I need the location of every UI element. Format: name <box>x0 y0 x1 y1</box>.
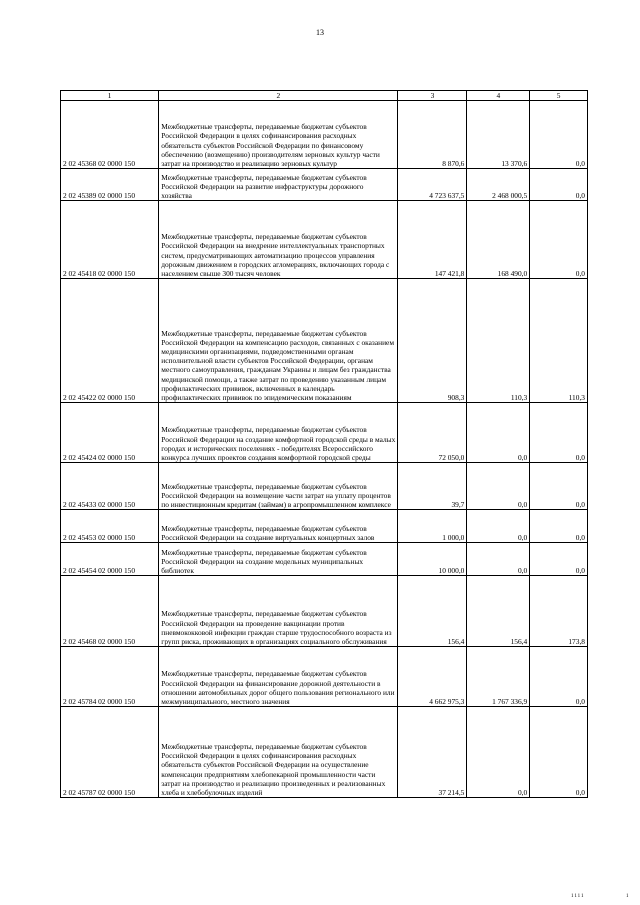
value-col-4: 0,0 <box>467 510 530 543</box>
value-col-5: 0,0 <box>530 543 588 576</box>
value-col-3: 37 214,5 <box>398 707 467 798</box>
table-row <box>61 463 588 510</box>
transfer-description: Межбюджетные трансферты, передаваемые бюджетам субъектов Российской Федерации на создание комфортной городской среды в малых городах и исторических поселениях - победителях Всероссийского конкурса лучших проектов создания комфортной городской среды <box>159 403 398 463</box>
transfer-description: Межбюджетные трансферты, передаваемые бюджетам субъектов Российской Федерации на возмещение части затрат на уплату процентов по инвестиционным кредитам (займам) в агропромышленном комплексе <box>159 463 398 510</box>
header-col-2: 2 <box>159 91 398 101</box>
value-col-5: 0,0 <box>530 101 588 169</box>
budget-code: 2 02 45454 02 0000 150 <box>61 543 159 576</box>
transfer-description: Межбюджетные трансферты, передаваемые бюджетам субъектов Российской Федерации на внедрение интеллектуальных транспортных систем, предусматривающих автоматизацию процессов управления дорожным движением в городских агломерациях, включающих города с населением свыше 300 тысяч человек <box>159 201 398 279</box>
header-row <box>61 91 588 101</box>
budget-code: 2 02 45418 02 0000 150 <box>61 201 159 279</box>
value-col-3: 156,4 <box>398 576 467 647</box>
value-col-5: 0,0 <box>530 647 588 707</box>
transfer-description: Межбюджетные трансферты, передаваемые бюджетам субъектов Российской Федерации в целях софинансирования расходных обязательств субъектов Российской Федерации на осуществление компенсации предприятиям хлебопекарной промышленности части затрат на производство и реализацию произведенных и реализованных хлеба и хлебобулочных изделий <box>159 707 398 798</box>
value-col-5: 0,0 <box>530 463 588 510</box>
value-col-5: 0,0 <box>530 201 588 279</box>
table-row <box>61 169 588 201</box>
budget-code: 2 02 45368 02 0000 150 <box>61 101 159 169</box>
value-col-3: 8 870,6 <box>398 101 467 169</box>
value-col-3: 147 421,8 <box>398 201 467 279</box>
value-col-4: 110,3 <box>467 279 530 403</box>
table-row <box>61 403 588 463</box>
table-row <box>61 201 588 279</box>
transfer-description: Межбюджетные трансферты, передаваемые бюджетам субъектов Российской Федерации на проведение вакцинации против пневмококковой инфекции граждан старше трудоспособного возраста из групп риска, проживающих в организациях социального обслуживания <box>159 576 398 647</box>
value-col-3: 10 000,0 <box>398 543 467 576</box>
value-col-4: 0,0 <box>467 403 530 463</box>
value-col-3: 39,7 <box>398 463 467 510</box>
value-col-5: 110,3 <box>530 279 588 403</box>
value-col-4: 0,0 <box>467 543 530 576</box>
budget-code: 2 02 45453 02 0000 150 <box>61 510 159 543</box>
value-col-4: 2 468 000,5 <box>467 169 530 201</box>
value-col-3: 4 662 975,3 <box>398 647 467 707</box>
budget-code: 2 02 45433 02 0000 150 <box>61 463 159 510</box>
table-row <box>61 647 588 707</box>
budget-code: 2 02 45389 02 0000 150 <box>61 169 159 201</box>
budget-code: 2 02 45468 02 0000 150 <box>61 576 159 647</box>
value-col-5: 173,8 <box>530 576 588 647</box>
value-col-4: 168 490,0 <box>467 201 530 279</box>
value-col-3: 4 723 637,5 <box>398 169 467 201</box>
value-col-4: 0,0 <box>467 463 530 510</box>
value-col-4: 0,0 <box>467 707 530 798</box>
header-col-1: 1 <box>61 91 159 101</box>
value-col-5: 0,0 <box>530 707 588 798</box>
transfer-description: Межбюджетные трансферты, передаваемые бюджетам субъектов Российской Федерации на создание виртуальных концертных залов <box>159 510 398 543</box>
value-col-3: 1 000,0 <box>398 510 467 543</box>
header-col-4: 4 <box>467 91 530 101</box>
transfer-description: Межбюджетные трансферты, передаваемые бюджетам субъектов Российской Федерации на финансирование дорожной деятельности в отношении автомобильных дорог общего пользования регионального или межмуниципального, местного значения <box>159 647 398 707</box>
value-col-5: 0,0 <box>530 510 588 543</box>
header-col-3: 3 <box>398 91 467 101</box>
transfer-description: Межбюджетные трансферты, передаваемые бюджетам субъектов Российской Федерации на создание модельных муниципальных библиотек <box>159 543 398 576</box>
value-col-4: 156,4 <box>467 576 530 647</box>
table-row <box>61 543 588 576</box>
value-col-3: 72 050,0 <box>398 403 467 463</box>
value-col-5: 0,0 <box>530 169 588 201</box>
page-number: 13 <box>316 28 324 37</box>
value-col-4: 13 370,6 <box>467 101 530 169</box>
edge-mark: 1 <box>626 894 629 899</box>
table-row <box>61 576 588 647</box>
budget-code: 2 02 45787 02 0000 150 <box>61 707 159 798</box>
footer-mark: 1111 <box>571 894 585 899</box>
transfer-description: Межбюджетные трансферты, передаваемые бюджетам субъектов Российской Федерации на компенсацию расходов, связанных с оказанием медицинскими организациями, подведомственными органам исполнительной власти субъектов Российской Федерации, органам местного самоуправления, гражданам Украины и лицам без гражданства медицинской помощи, а также затрат по проведению указанным лицам профилактических прививок, включенных в календарь профилактических прививок по эпидемическим показаниям <box>159 279 398 403</box>
table-row <box>61 101 588 169</box>
value-col-5: 0,0 <box>530 403 588 463</box>
table-row <box>61 510 588 543</box>
table-row <box>61 279 588 403</box>
budget-code: 2 02 45784 02 0000 150 <box>61 647 159 707</box>
transfer-description: Межбюджетные трансферты, передаваемые бюджетам субъектов Российской Федерации на развитие инфраструктуры дорожного хозяйства <box>159 169 398 201</box>
budget-table <box>60 90 588 798</box>
value-col-4: 1 767 336,9 <box>467 647 530 707</box>
table-row <box>61 707 588 798</box>
value-col-3: 908,3 <box>398 279 467 403</box>
budget-code: 2 02 45424 02 0000 150 <box>61 403 159 463</box>
transfer-description: Межбюджетные трансферты, передаваемые бюджетам субъектов Российской Федерации в целях софинансирования расходных обязательств субъектов Российской Федерации по финансовому обеспечению (возмещению) производителям зерновых культур части затрат на производство и реализацию зерновых культур <box>159 101 398 169</box>
header-col-5: 5 <box>530 91 588 101</box>
budget-code: 2 02 45422 02 0000 150 <box>61 279 159 403</box>
